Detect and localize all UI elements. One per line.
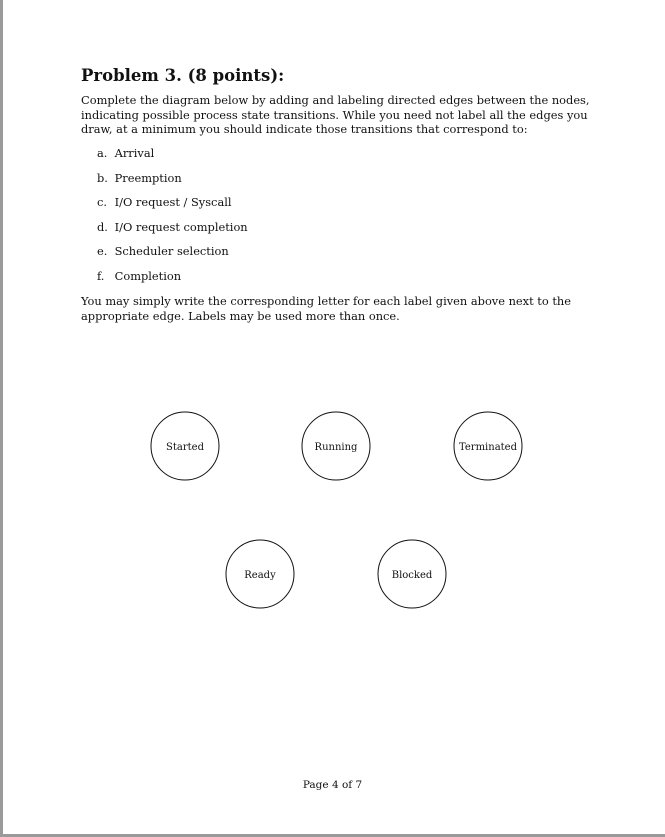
node-running (302, 412, 370, 480)
node-started (151, 412, 219, 480)
item-text: Completion (114, 268, 182, 283)
node-started-label: Started (166, 442, 204, 453)
item-letter: b. (97, 170, 108, 185)
problem-title: Problem 3. (8 points): (81, 66, 285, 85)
node-ready (226, 540, 294, 608)
item-letter: e. (97, 244, 108, 259)
item-letter: d. (97, 219, 108, 234)
node-blocked-label: Blocked (391, 570, 433, 581)
item-text: I/O request completion (114, 219, 248, 234)
problem-intro: Complete the diagram below by adding and labeling directed edges between the nodes, indicating possible process state transitions. While you need not label all the edges you draw, at a minimum you should indicate those transitions that correspond to: (81, 93, 590, 136)
item-letter: c. (97, 195, 108, 210)
item-letter: f. (97, 268, 105, 283)
item-text: Arrival (114, 146, 155, 160)
page-number: Page 4 of 7 (302, 779, 363, 791)
item-text: I/O request / Syscall (114, 195, 232, 210)
item-text: Preemption (114, 170, 182, 185)
item-text: Scheduler selection (114, 244, 229, 259)
item-letter: a. (97, 146, 108, 160)
node-terminated (454, 412, 522, 480)
node-terminated-label: Terminated (458, 442, 518, 453)
node-ready-label: Ready (244, 570, 276, 581)
node-running-label: Running (314, 442, 358, 453)
node-blocked (378, 540, 446, 608)
problem-outro: You may simply write the corresponding letter for each label given above next to the appropriate edge. Labels may be used more than once. (81, 294, 572, 323)
